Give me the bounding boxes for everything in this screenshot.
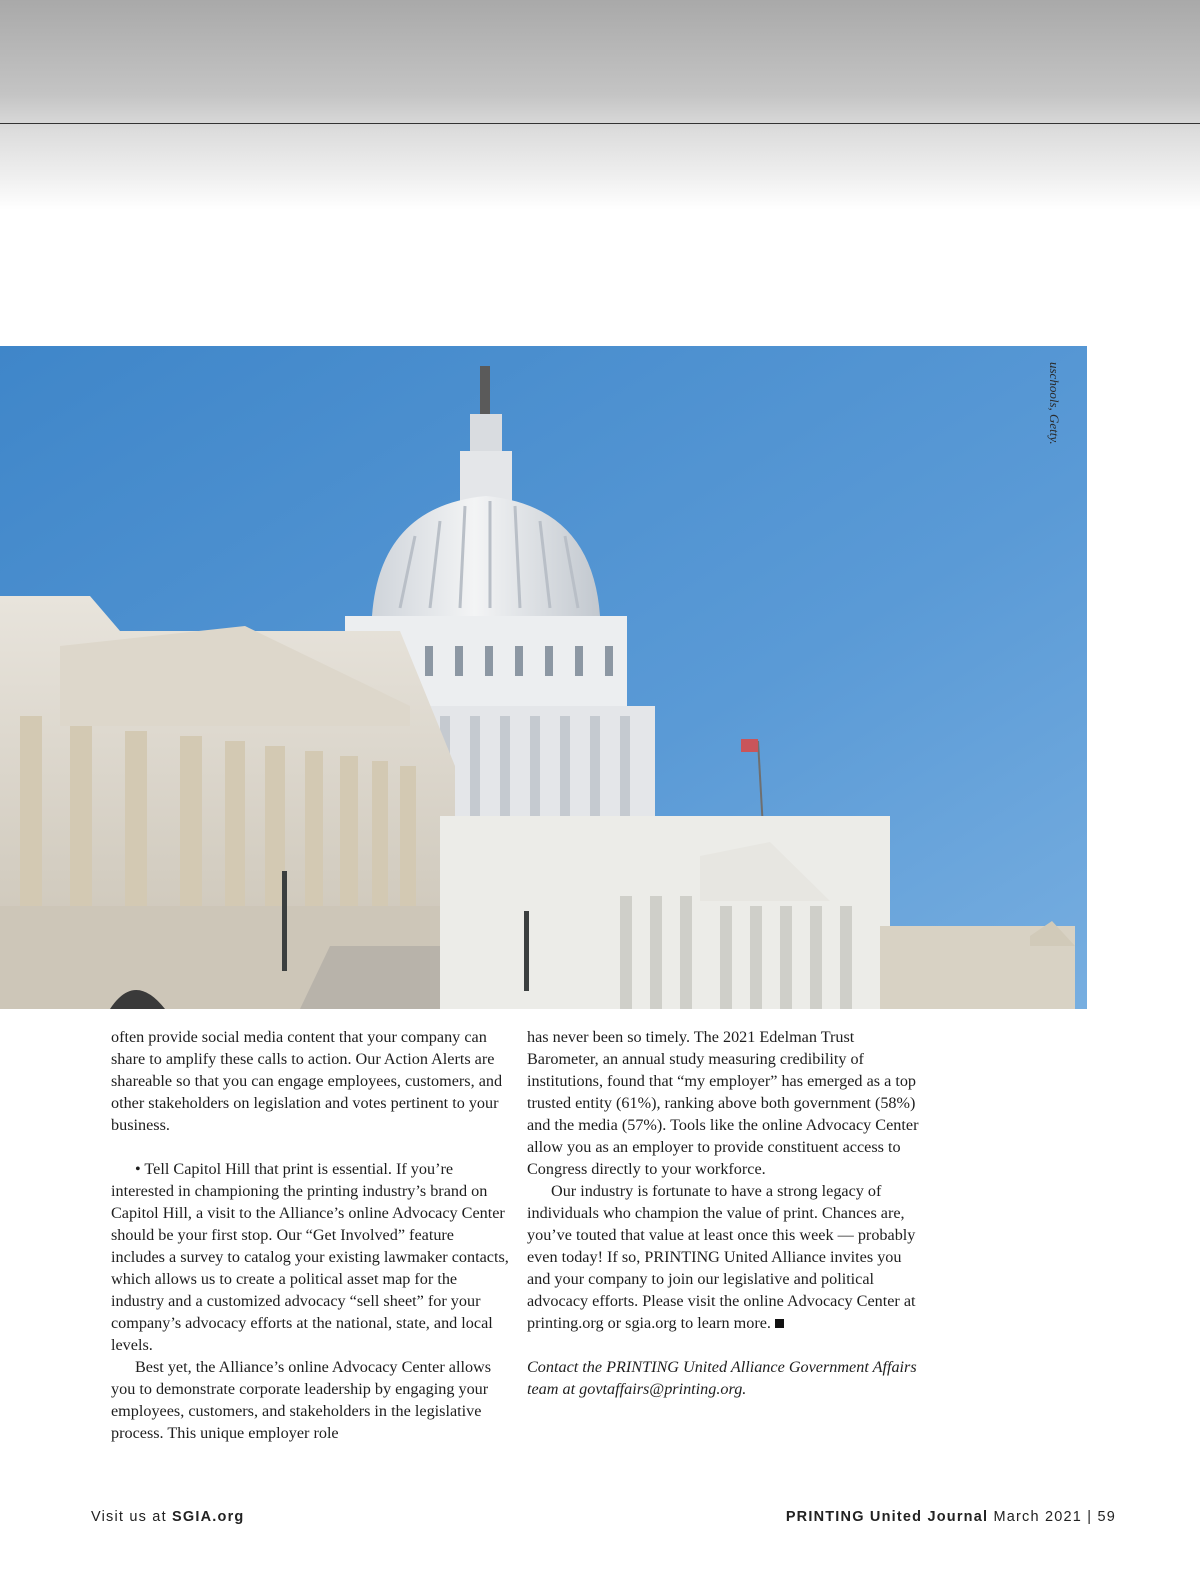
header-rule [0,123,1200,124]
paragraph-text: Our industry is fortunate to have a strong legacy of individuals who champion the value of print. Chances are, you’ve touted that value at least once this week — probably even today! If so, PRINTING United Alliance invites you and your company to join our legislative and political advocacy efforts. Please visit the online Advocacy Center at printing.org or sgia.org to learn more. [527,1182,916,1332]
footer-prefix: Visit us at [91,1509,173,1525]
journal-name: PRINTING United Journal [785,1509,989,1525]
article-left-column [111,1026,511,1444]
footer-folio [786,1509,1116,1525]
paragraph: has never been so timely. The 2021 Edelman Trust Barometer, an annual study measuring credibility of institutions, found that “my employer” has emerged as a top trusted entity (61%), ranking above both government (58%) and the media (57%). Tools like the online Advocacy Center allow you as an employer to provide constituent access to Congress directly to your workforce. [527,1028,919,1178]
paragraph: Best yet, the Alliance’s online Advocacy Center allows you to demonstrate corporate leadership by engaging your employees, customers, and stakeholders in the legislative process. This unique employer role [111,1358,492,1442]
capitol-photo [0,346,1087,1009]
article-right-column [527,1026,927,1400]
paragraph [527,1180,927,1334]
footer-site-link[interactable]: SGIA.org [172,1509,245,1525]
issue-and-page: March 2021 | 59 [988,1509,1116,1525]
header-gradient-band [0,0,1200,210]
paragraph: • Tell Capitol Hill that print is essential. If you’re interested in championing the printing industry’s brand on Capitol Hill, a visit to the Alliance’s online Advocacy Center should be your first stop. Our “Get Involved” feature includes a survey to catalog your existing lawmaker contacts, which allows us to create a political asset map for the industry and a customized advocacy “sell sheet” for your company’s advocacy efforts at the national, state, and local levels. [111,1160,509,1354]
photo-credit: uschools, Getty. [1047,362,1062,445]
contact-note: Contact the PRINTING United Alliance Government Affairs team at govtaffairs@printing.org. [527,1358,917,1398]
footer-website [91,1509,244,1525]
paragraph: often provide social media content that your company can share to amplify these calls to action. Our Action Alerts are shareable so that you can engage employees, customers, and other stakeholders on legislation and votes pertinent to your business. [111,1028,503,1134]
end-mark-icon [775,1319,784,1328]
